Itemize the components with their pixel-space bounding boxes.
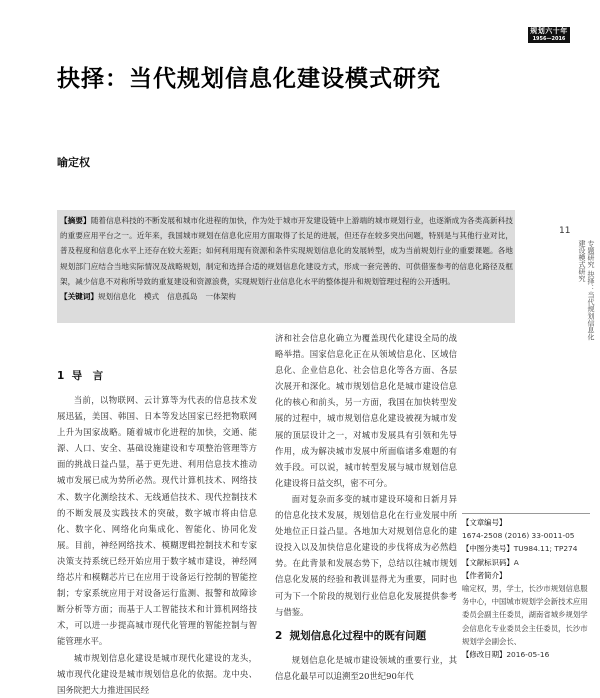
abstract-label: 【摘要】 <box>60 216 91 225</box>
section-2-heading <box>275 620 457 652</box>
logo-main-text: 规划六十年 <box>530 27 568 35</box>
journal-logo <box>528 27 570 43</box>
section-1-paragraph-1: 当前，以物联网、云计算等为代表的信息技术发展迅猛，美国、韩国、日本等发达国家已经把物联网上升为国家战略。随着城市化进程的加快，交通、能源、人口、安全、基础设施建设和专项整治管理等方面的挑战日益凸显，基于更先进、利用信息技术推动城市发展已成为势所必然。现代计算机技术、网络技术、数字化测绘技术、无线通信技术、现代控制技术的不断发展及实践技术的突破，数字城市将由信息化、数字化、网络化向集成化、智能化、协同化发展。目前，神经网络技术、模糊逻辑控制技术和专家决策支持系统已经开始应用于数字城市建设，神经网络芯片和模糊芯片已在应用于设备运行控制的智能控制；专家系统应用于对设备运行监测、报警和故障诊断分析等方面；而基于人工智能技术和计算机网络技术，可以进一步提高城市现代化管理的智能控制与智能管理水平。 <box>57 395 257 647</box>
doc-code-value: A <box>513 557 519 567</box>
section-2-title: 规划信息化过程中的既有问题 <box>289 629 427 642</box>
received-date: 2016-05-16 <box>506 650 550 660</box>
keyword: 模式 <box>143 292 160 302</box>
author-name: 喻定权 <box>57 156 90 169</box>
author-info-label: 【作者简介】 <box>462 570 507 580</box>
logo-sub-text: 1956—2016 <box>532 36 566 42</box>
left-column <box>57 360 257 698</box>
article-no: 1674-2508 (2016) 33-0011-05 <box>462 531 575 541</box>
doc-code-label: 【文献标识码】 <box>462 557 514 567</box>
article-title: 抉择：当代规划信息化建设模式研究 <box>57 66 441 92</box>
keyword: 规划信息化 <box>97 292 136 302</box>
section-1-paragraph-2: 城市规划信息化建设是城市现代化建设的龙头，城市现代化建设是城市规划信息化的依据。龙中央、国务院把大力推进国民经 <box>57 652 257 695</box>
abstract-text: 随着信息科技的不断发展和城市化进程的加快，作为处于城市开发建设链中上游端的城市规划行业，也逐渐成为各类高新科技的重要应用平台之一。近年来，我国城市规划在信息化应用方面取得了长足的进展，但还存在较多突出问题，特别是与其他行业对比，普及程度和信息化水平上还存在较大差距；如何利用现有资源和条件实现规划信息化的发展转型，成为当前规划行业的重要课题。各地规划部门应结合当地实际情况及战略规划，制定和选择合适的规划信息化建设方式，形成一套完善的、可供借鉴参考的信息化路径及框架，减少信息不对称所导致的重复建设和资源浪费，实现规划行业信息化水平的整体提升和规划管理过程的公开透明。 <box>60 216 513 286</box>
article-meta <box>462 516 592 661</box>
section-2-number: 2 <box>275 629 283 642</box>
right-column <box>275 330 457 684</box>
author-info: 喻定权，男，学士，长沙市规划信息服务中心，中国城市规划学会新技术应用委员会副主任委员，湖南省城乡规划学会信息化专业委员会主任委员，长沙市规划学会副会长、 <box>462 584 588 646</box>
section-1-number: 1 <box>57 370 65 382</box>
article-no-label: 【文章编号】 <box>462 518 507 527</box>
abstract-block <box>60 213 513 304</box>
page-number: 11 <box>559 226 571 236</box>
meta-top-rule <box>462 513 590 514</box>
section-1-heading <box>57 360 257 392</box>
section-2-paragraph-1: 规划信息化是城市建设领域的重要行业，其信息化最早可以追溯至20世纪90年代 <box>275 654 457 681</box>
section-1-paragraph-continued: 济和社会信息化确立为覆盖现代化建设全局的战略举措。国家信息化正在从领域信息化、区域信息化、企业信息化、社会信息化等各方面、各层次展开和深化。城市规划信息化是城市建设信息化的核心和前头，另一方面，我国在加快转型发展的过程中，城市规划信息化建设被视为城市发展的顶层设计之一，对城市发展具有引领和先导作用，成为解决城市发展中所面临诸多难题的有效手段。可以说，城市转型发展与城市规划信息化建设将日益交织，密不可分。 <box>275 333 457 488</box>
keywords-label: 【关键词】 <box>60 292 98 302</box>
clc-label: 【中图分类号】 <box>462 544 514 554</box>
section-1-title: 导 言 <box>71 370 104 382</box>
keyword: 信息孤岛 <box>167 292 198 302</box>
section-1-paragraph-3: 面对复杂而多变的城市建设环境和日新月异的信息化技术发展，规划信息化在行业发展中所处地位正日益凸显。各地加大对规划信息化的建设投入以及加快信息化建设的步伐将成为必然趋势。在此背景和发展态势下，总结以往城市规划信息化发展的经验和教训显得尤为重要，同时也可为下一个阶段的规划行业信息化发展提供参考与借鉴。 <box>275 493 457 617</box>
received-label: 【修改日期】 <box>462 650 507 660</box>
keyword: 一体架构 <box>205 292 236 302</box>
clc-value: TU984.11; TP274 <box>513 544 578 554</box>
running-head: 专题研究 抉择：当代规划信息化建设模式研究 <box>578 240 595 341</box>
page-sidebar <box>553 226 597 346</box>
